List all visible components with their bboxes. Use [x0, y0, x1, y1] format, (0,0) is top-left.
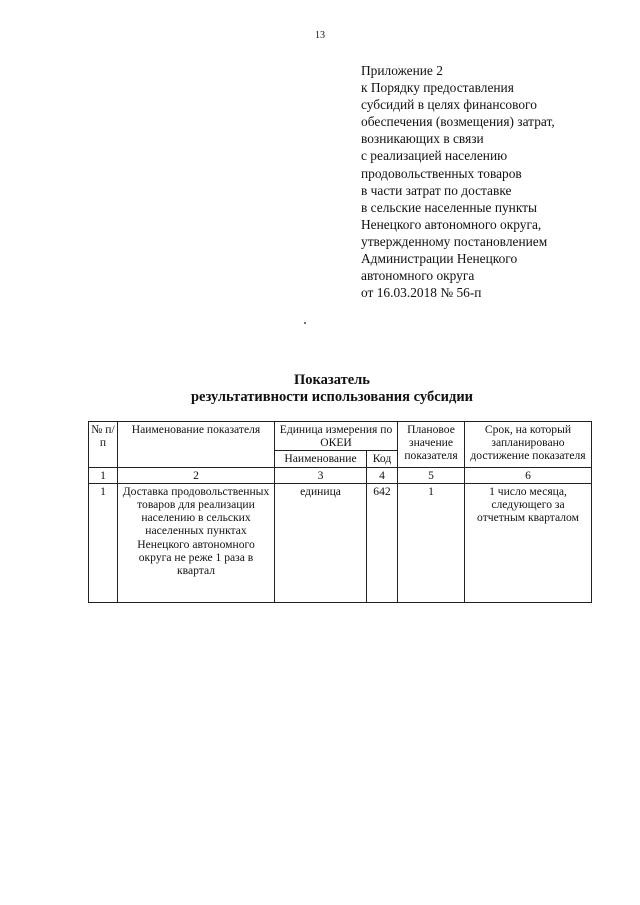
column-number: 3	[275, 467, 367, 483]
stray-dot	[304, 322, 306, 324]
table-row	[89, 483, 592, 602]
header-unit-code: Код	[367, 451, 398, 467]
appendix-line: Администрации Ненецкого	[361, 251, 518, 267]
column-number: 2	[118, 467, 275, 483]
header-unit-name: Наименование	[275, 451, 367, 467]
page-number: 13	[315, 30, 325, 41]
appendix-line: продовольственных товаров	[361, 165, 522, 181]
cell-unit-code: 642	[367, 483, 398, 602]
column-number: 1	[89, 467, 118, 483]
appendix-line: в сельские населенные пункты	[361, 199, 538, 215]
appendix-line: с реализацией населению	[361, 148, 508, 164]
appendix-line: в части затрат по доставке	[361, 182, 512, 198]
indicators-table	[88, 421, 592, 603]
column-number: 5	[398, 467, 465, 483]
cell-num: 1	[89, 483, 118, 602]
document-title: Показатель	[294, 372, 370, 388]
appendix-line: автономного округа	[361, 268, 475, 284]
table-header-row	[89, 422, 592, 451]
header-num: № п/п	[89, 422, 118, 468]
cell-name: Доставка продовольственных товаров для реализации населению в сельских населенных пунктах Ненецкого автономного округа не реже 1 раза в квартал	[118, 483, 275, 602]
cell-planned: 1	[398, 483, 465, 602]
header-deadline: Срок, на который запланировано достижение показателя	[465, 422, 592, 468]
header-planned: Плановое значение показателя	[398, 422, 465, 468]
header-unit-group: Единица измерения по ОКЕИ	[275, 422, 398, 451]
cell-unit-name: единица	[275, 483, 367, 602]
appendix-line: Приложение 2	[361, 63, 443, 78]
column-numbers-row	[89, 467, 592, 483]
appendix-line: Ненецкого автономного округа,	[361, 216, 542, 232]
appendix-header	[361, 62, 621, 301]
appendix-line: к Порядку предоставления	[361, 80, 514, 96]
column-number: 4	[367, 467, 398, 483]
appendix-line: обеспечения (возмещения) затрат,	[361, 114, 555, 130]
appendix-line: возникающих в связи	[361, 131, 484, 147]
appendix-line: субсидий в целях финансового	[361, 97, 537, 113]
cell-deadline: 1 число месяца, следующего за отчетным кварталом	[465, 483, 592, 602]
header-name: Наименование показателя	[118, 422, 275, 468]
document-subtitle: результативности использования субсидии	[190, 389, 474, 405]
appendix-line: утвержденному постановлением	[361, 233, 548, 249]
appendix-line: от 16.03.2018 № 56-п	[361, 285, 482, 301]
column-number: 6	[465, 467, 592, 483]
